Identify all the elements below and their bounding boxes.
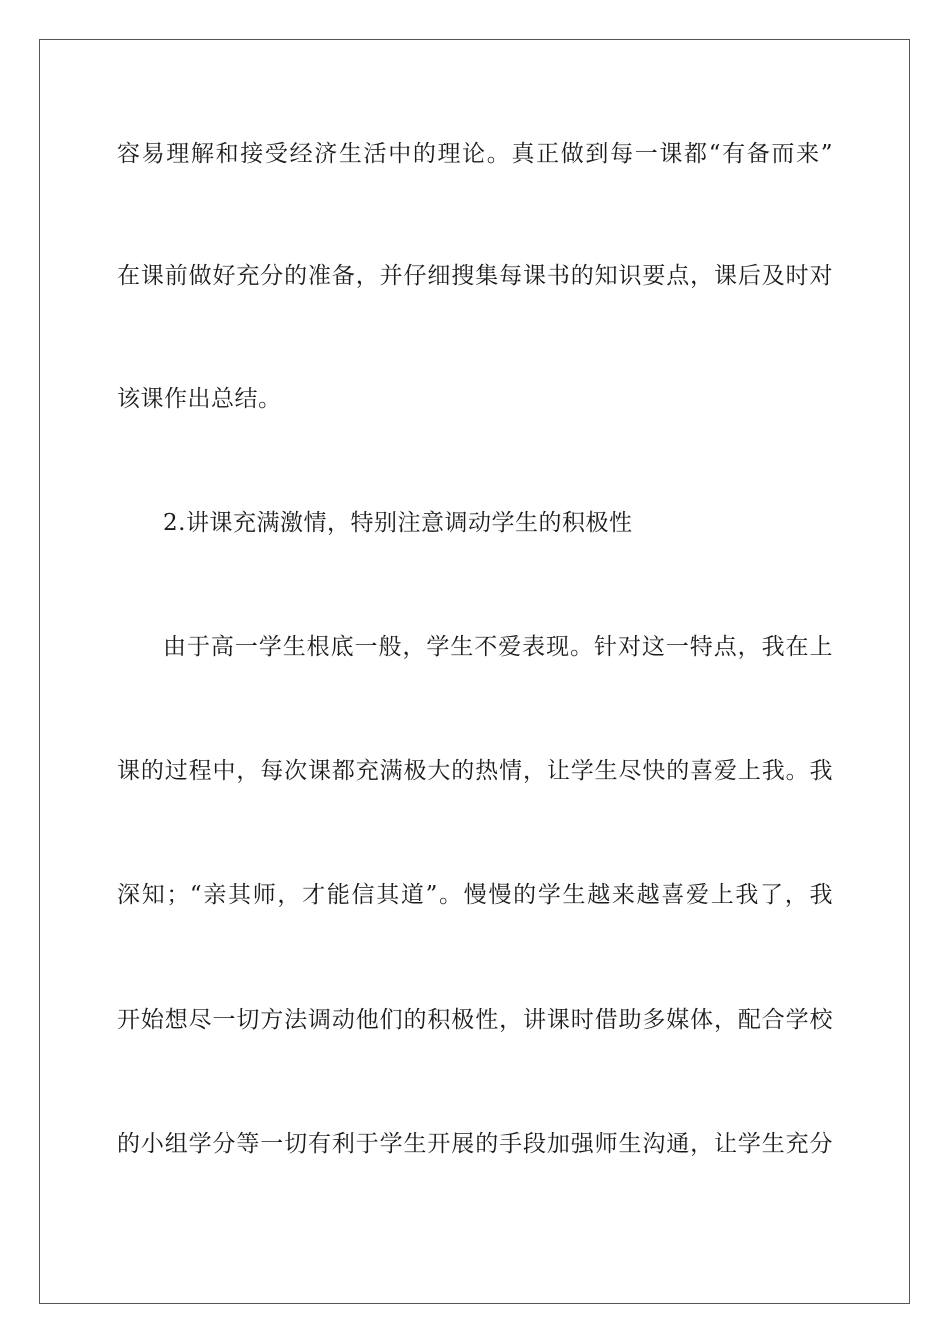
- page-frame: [39, 39, 910, 1304]
- text-line-6: 课的过程中，每次课都充满极大的热情，让学生尽快的喜爱上我。我: [117, 758, 833, 784]
- text-line-3: 该课作出总结。: [117, 386, 282, 412]
- text-line-7: 深知；“亲其师，才能信其道”。慢慢的学生越来越喜爱上我了，我: [117, 882, 833, 908]
- text-line-8: 开始想尽一切方法调动他们的积极性，讲课时借助多媒体，配合学校: [117, 1007, 833, 1033]
- text-line-5: 由于高一学生根底一般，学生不爱表现。针对这一特点，我在上: [163, 634, 833, 660]
- text-line-2: 在课前做好充分的准备，并仔细搜集每课书的知识要点，课后及时对: [117, 263, 833, 289]
- section-heading: 2.讲课充满激情，特别注意调动学生的积极性: [163, 510, 633, 536]
- text-line-9: 的小组学分等一切有利于学生开展的手段加强师生沟通，让学生充分: [117, 1131, 833, 1157]
- text-line-1: 容易理解和接受经济生活中的理论。真正做到每一课都“有备而来”: [117, 141, 833, 167]
